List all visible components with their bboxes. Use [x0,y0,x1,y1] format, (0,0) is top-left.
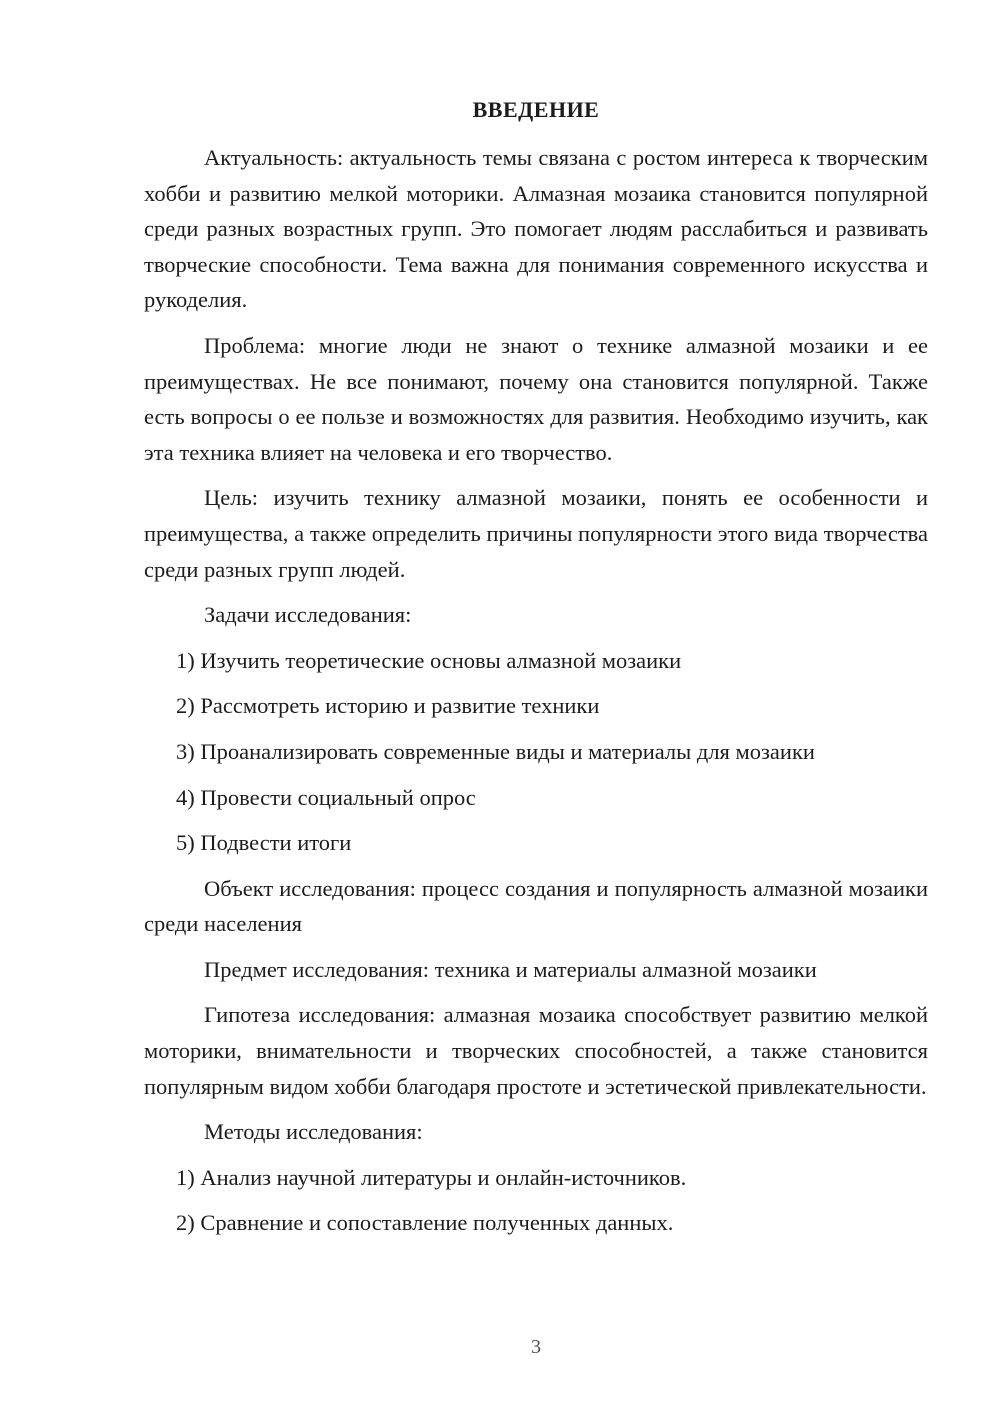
tasks-heading: Задачи исследования: [204,602,412,628]
page-title: ВВЕДЕНИЕ [472,97,600,122]
list-item: 4) Провести социальный опрос [176,784,476,810]
list-item: 1) Анализ научной литературы и онлайн-источников. [176,1164,687,1190]
problem-paragraph: Проблема: многие люди не знают о технике алмазной мозаики и ее преимуществах. Не все понимают, почему она становится популярной. Также есть вопросы о ее пользе и возможностях для развития. Необходимо изучить, как эта техника влияет на человека и его творчество. [144,332,928,465]
goal-paragraph: Цель: изучить технику алмазной мозаики, понять ее особенности и преимущества, а также определить причины популярности этого вида творчества среди разных групп людей. [144,485,928,582]
methods-list [144,1160,928,1241]
document-body [144,140,928,1251]
object-paragraph: Объект исследования: процесс создания и популярность алмазной мозаики среди населения [144,875,928,937]
list-item: 5) Подвести итоги [176,830,352,856]
list-item: 2) Сравнение и сопоставление полученных данных. [176,1210,674,1236]
subject-paragraph: Предмет исследования: техника и материалы алмазной мозаики [204,956,817,982]
relevance-paragraph: Актуальность: актуальность темы связана с ростом интереса к творческим хобби и развитию мелкой моторики. Алмазная мозаика становится популярной среди разных возрастных групп. Это помогает людям расслабиться и развивать творческие способности. Тема важна для понимания современного искусства и рукоделия. [144,145,928,313]
list-item: 1) Изучить теоретические основы алмазной мозаики [176,647,682,673]
tasks-list [144,643,928,861]
methods-heading: Методы исследования: [204,1119,423,1145]
list-item: 3) Проанализировать современные виды и материалы для мозаики [176,738,815,764]
page-number: 3 [531,1336,541,1358]
hypothesis-paragraph: Гипотеза исследования: алмазная мозаика способствует развитию мелкой моторики, внимательности и творческих способностей, а также становится популярным видом хобби благодаря простоте и эстетической привлекательности. [144,1002,928,1099]
list-item: 2) Рассмотреть историю и развитие техники [176,693,600,719]
